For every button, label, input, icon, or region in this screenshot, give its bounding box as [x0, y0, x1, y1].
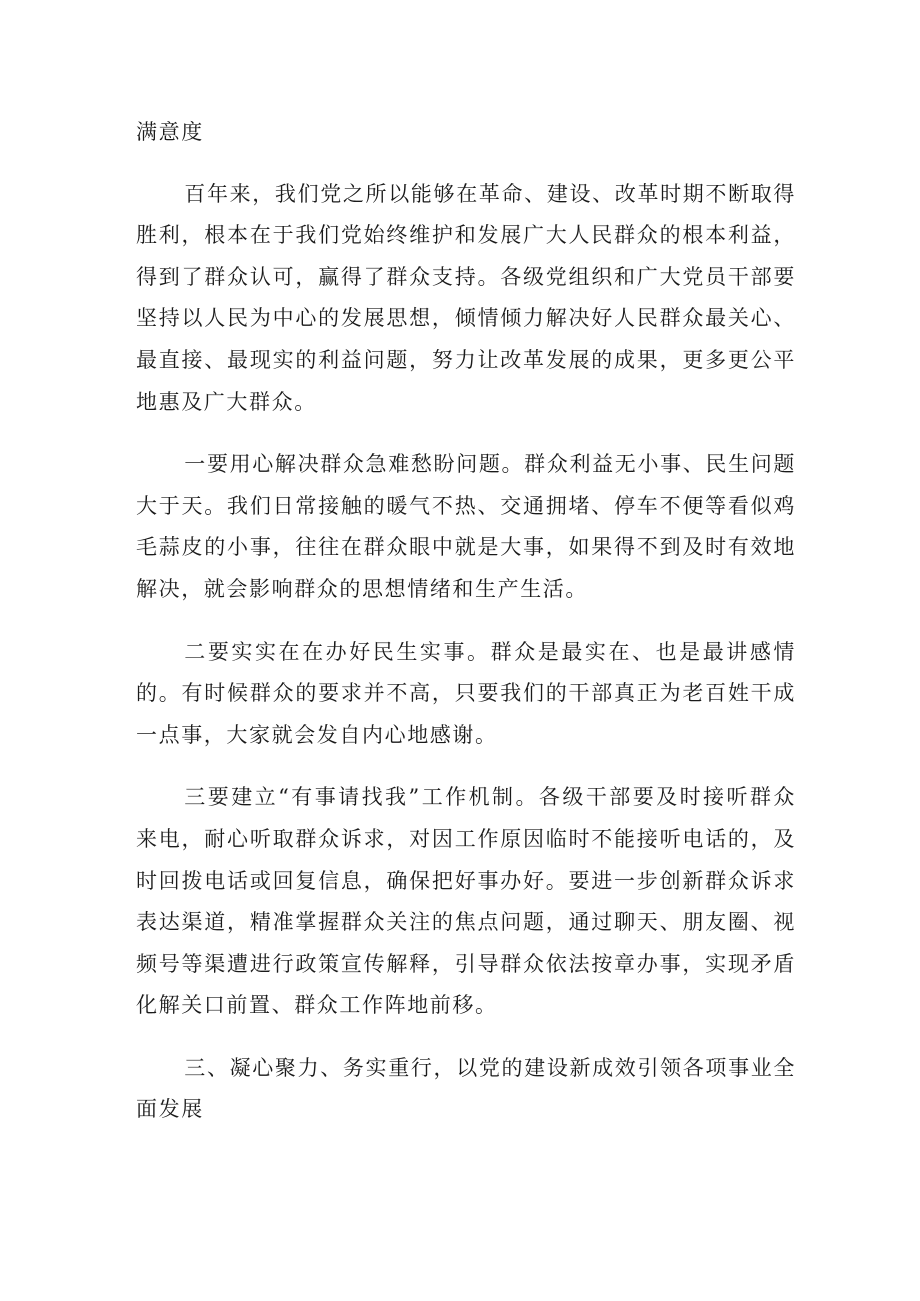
paragraph-point-one: 一要用心解决群众急难愁盼问题。群众利益无小事、民生问题大于天。我们日常接触的暖气不热、交通拥堵、停车不便等看似鸡毛蒜皮的小事，往往在群众眼中就是大事，如果得不到及时有效地解决，就会影响群众的思想情绪和生产生活。	[136, 452, 796, 601]
paragraph-point-two: 二要实实在在办好民生实事。群众是最实在、也是最讲感情的。有时候群众的要求并不高，只要我们的干部真正为老百姓干成一点事，大家就会发自内心地感谢。	[136, 639, 796, 747]
section-heading-three: 三、凝心聚力、务实重行，以党的建设新成效引领各项事业全面发展	[136, 1055, 796, 1122]
paragraph-continuation: 满意度	[136, 120, 204, 144]
paragraph-point-three: 三要建立“有事请找我”工作机制。各级干部要及时接听群众来电，耐心听取群众诉求，对因工作原因临时不能接听电话的，及时回拨电话或回复信息，确保把好事办好。要进一步创新群众诉求表达渠道，精准掌握群众关注的焦点问题，通过聊天、朋友圈、视频号等渠遭进行政策宣传解释，引导群众依法按章办事，实现矛盾化解关口前置、群众工作阵地前移。	[136, 785, 796, 1018]
document-body	[136, 112, 796, 1131]
paragraph-party-history: 百年来，我们党之所以能够在革命、建设、改革时期不断取得胜利，根本在于我们党始终维护和发展广大人民群众的根本利益，得到了群众认可，赢得了群众支持。各级党组织和广大党员干部要坚持以人民为中心的发展思想，倾情倾力解决好人民群众最关心、最直接、最现实的利益问题，努力让改革发展的成果，更多更公平地惠及广大群众。	[136, 181, 796, 414]
